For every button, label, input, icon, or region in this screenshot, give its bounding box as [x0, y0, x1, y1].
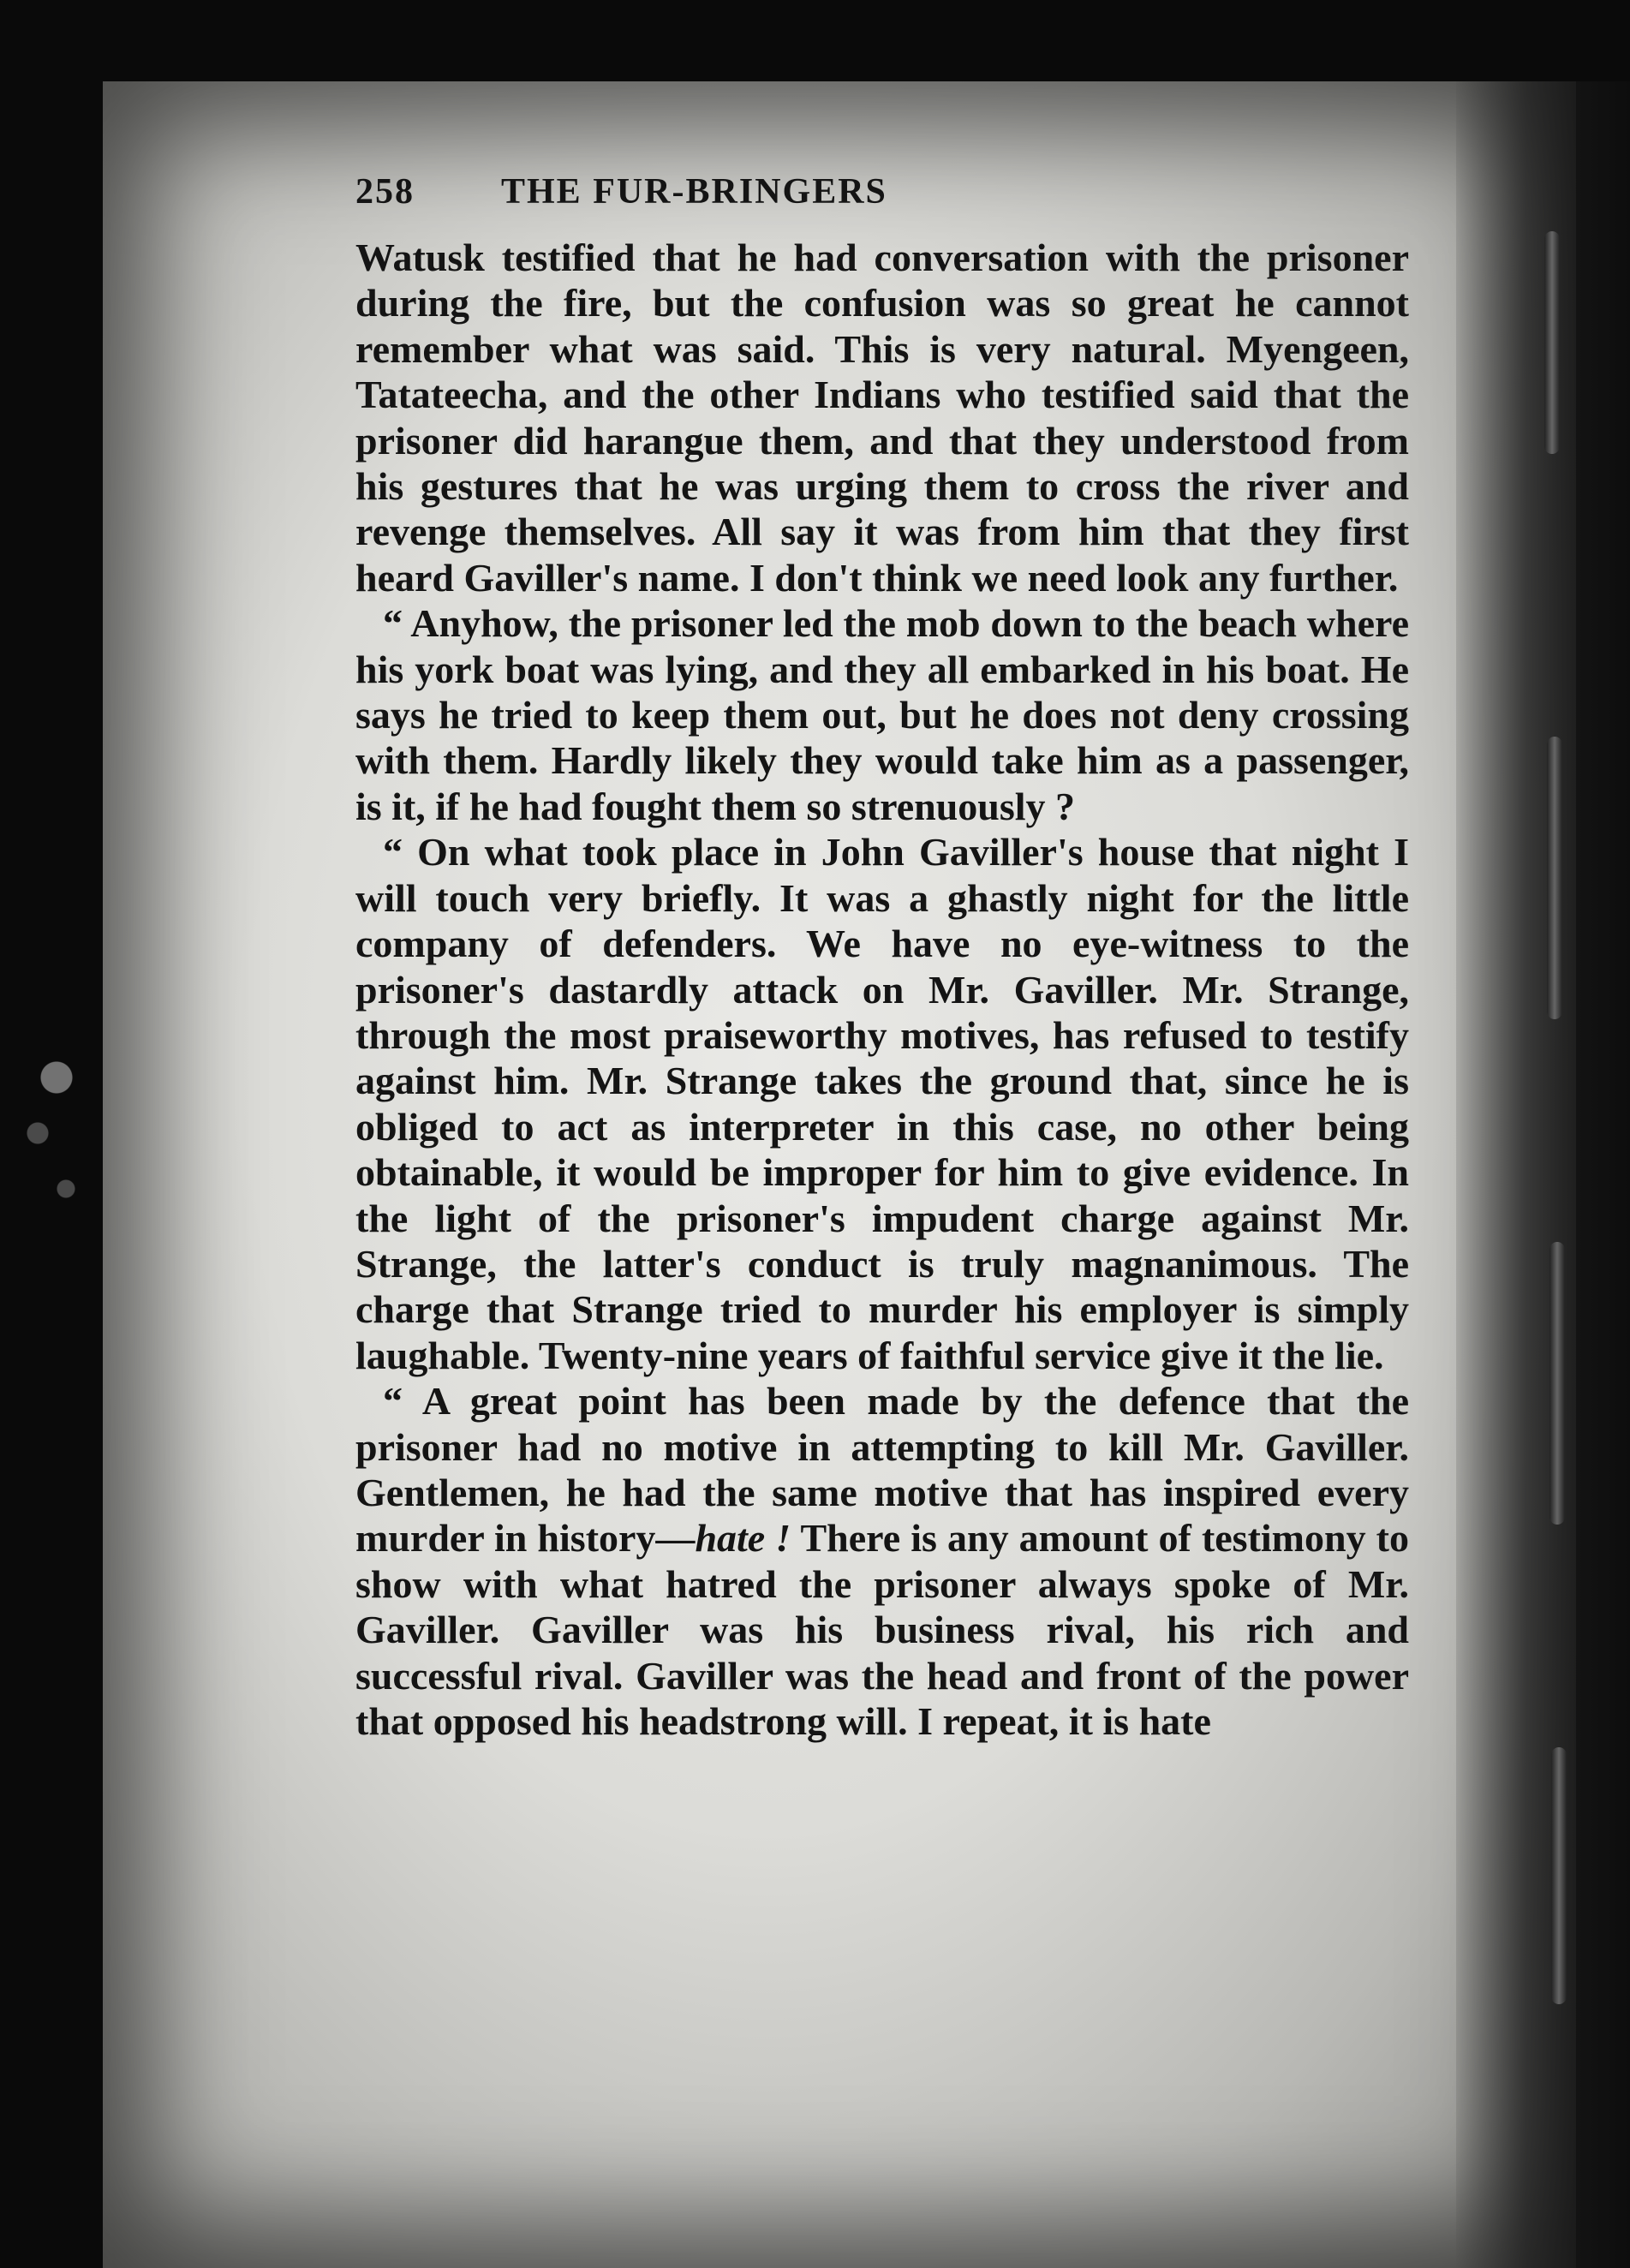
emphasized-word: hate ! [695, 1516, 791, 1561]
binding-stitch-mark [1547, 737, 1562, 1019]
binding-stitch-mark [1544, 231, 1560, 454]
paragraph: “ Anyhow, the prisoner led the mob down to the beach where his york boat was lying, and they all embarked in his boat. He says he tried to keep them out, but he does not deny crossing with them. Hardly likely they would take him as a passenger, is it, if he had fought them so strenuously ? [355, 601, 1409, 828]
paragraph [355, 1378, 1409, 1744]
book-title: THE FUR-BRINGERS [501, 172, 887, 212]
paragraph: Watusk testified that he had conversation with the prisoner during the fire, but the confusion was so great he cannot remember what was said. This is very natural. Myengeen, Tatateecha, and the other Indians who testified said that the prisoner did harangue them, and that they understood from his gestures that he was urging them to cross the river and revenge themselves. All say it was from him that they first heard Gaviller's name. I don't think we need look any further. [355, 236, 1409, 600]
paragraph-text: There is any amount of testimony to show with what hatred the prisoner always spoke of Mr. Gaviller. Gaviller was his business rival, his rich and successful rival. Gaviller was the head and front of the power that opposed his headstrong will. I repeat, it is hate [355, 1516, 1409, 1743]
binding-stitch-mark [1551, 1747, 1567, 2004]
running-head [355, 171, 1409, 235]
paragraph-text: “ A great point has been made by the defence that the prisoner had no motive in attempting to kill Mr. Gaviller. Gentlemen, he had the same motive that has inspired every murder in history— [355, 1379, 1409, 1561]
binding-stitch-mark [1549, 1242, 1565, 1525]
paragraph: “ On what took place in John Gaviller's house that night I will touch very briefly. It was a ghastly night for the little company of defenders. We have no eye-witness to the prisoner's dastardly attack on Mr. Gaviller. Mr. Strange, through the most praiseworthy motives, has refused to testify against him. Mr. Strange takes the ground that, since he is obliged to act as interpreter in this case, no other being obtainable, it would be improper for him to give evidence. In the light of the prisoner's impudent charge against Mr. Strange, the latter's conduct is truly magnanimous. The charge that Strange tried to murder his employer is simply laughable. Twenty-nine years of faithful service give it the lie. [355, 830, 1409, 1377]
binding-gutter-shadow [1456, 81, 1630, 2268]
page-text [355, 171, 1409, 1744]
page-number: 258 [355, 172, 415, 212]
scan-speckle-artifact [0, 1011, 94, 1233]
